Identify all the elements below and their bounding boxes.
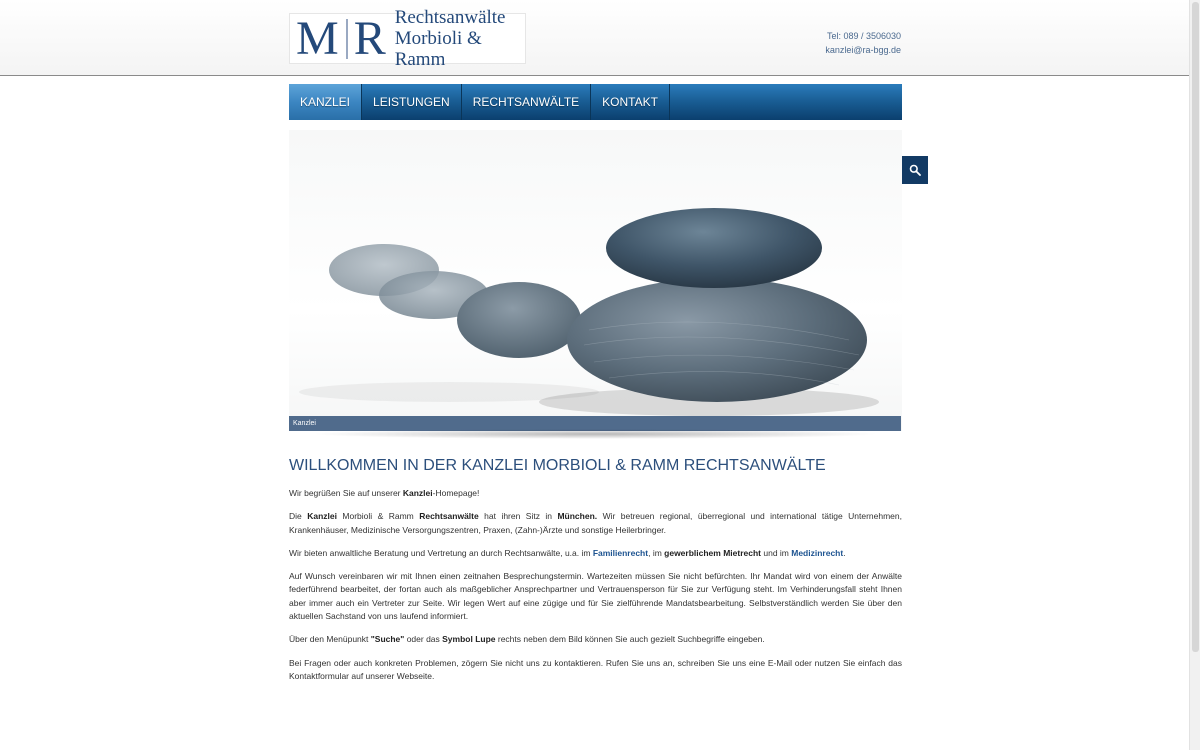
text: Über den Menüpunkt: [289, 634, 371, 645]
paragraph-appointment: Auf Wunsch vereinbaren wir mit Ihnen einen zeitnahen Besprechungstermin. Wartezeiten müssen Sie nicht befürchten. Ihr Mandat wird von einem der Anwälte federführend bearbeitet, der fortan auch als maßgeblicher Ansprechpartner und Vertrauensperson für Sie zur Verfügung steht. Im Verhinderungsfall steht Ihnen aber immer auch ein Vertreter zur Seite. Wir legen Wert auf eine zügige und für Sie zielführende Mandatsbearbeitung. Selbstverständlich werden Sie über den aktuellen Sachstand von uns laufend informiert.: [289, 571, 902, 622]
bold-text: "Suche": [370, 634, 405, 645]
text: , im: [648, 547, 665, 558]
main-content: [289, 456, 902, 693]
nav-item-kanzlei[interactable]: KANZLEI: [289, 84, 362, 120]
scrollbar-thumb[interactable]: [1192, 2, 1199, 652]
nav-item-kontakt[interactable]: KONTAKT: [591, 84, 670, 120]
paragraph-intro: [289, 510, 902, 537]
page-scrollbar[interactable]: [1189, 0, 1200, 750]
bold-text: München.: [557, 511, 598, 522]
paragraph-search-hint: [289, 633, 902, 646]
text: rechts neben dem Bild können Sie auch gezielt Suchbegriffe eingeben.: [495, 634, 765, 645]
text: Wir betreuen regional, überregional und international tätige Unternehmen, Krankenhäuser, Medizinische Versorgungszentren, Praxen, (Zahn-)Ärzte und sonstige Heilerbringer.: [289, 511, 903, 535]
text: Morbioli & Ramm: [336, 511, 420, 522]
site-logo[interactable]: [289, 7, 526, 70]
link-familienrecht[interactable]: Familienrecht: [592, 547, 649, 558]
bold-text: gewerblichem Mietrecht: [664, 547, 761, 558]
nav-item-leistungen[interactable]: LEISTUNGEN: [362, 84, 462, 120]
text: Wir begrüßen Sie auf unserer: [289, 488, 403, 498]
phone-number: Tel: 089 / 3506030: [826, 31, 901, 41]
site-header: [0, 0, 1190, 76]
text: hat ihren Sitz in: [478, 511, 558, 522]
paragraph-contact: Bei Fragen oder auch konkreten Problemen, zögern Sie nicht uns zu kontaktieren. Rufen Sie uns an, schreiben Sie uns eine E-Mail oder nutzen Sie einfach das Kontaktformular auf unserer Webseite.: [289, 657, 902, 681]
logo-line-1: Rechtsanwälte: [394, 7, 506, 28]
text: Die: [289, 511, 308, 522]
logo-mark-r: R: [353, 11, 387, 65]
main-navigation: [289, 84, 902, 120]
logo-mark-m: M: [296, 11, 340, 65]
email-link[interactable]: kanzlei@ra-bgg.de: [825, 45, 901, 55]
text: -Homepage!: [432, 488, 480, 498]
text: oder das: [404, 634, 443, 645]
logo-line-2: Morbioli & Ramm: [394, 28, 482, 70]
link-medizinrecht[interactable]: Medizinrecht: [791, 547, 844, 558]
hero-image: [289, 130, 902, 431]
logo-divider: [346, 19, 348, 59]
bold-text: Kanzlei: [307, 511, 337, 522]
hero-shadow: [310, 429, 880, 439]
text: Wir bieten anwaltliche Beratung und Vertretung an durch Rechtsanwälte, u.a. im: [289, 547, 593, 558]
bold-text: Kanzlei: [402, 488, 433, 498]
bold-text: Symbol Lupe: [442, 634, 496, 645]
search-icon: [909, 164, 921, 176]
logo-monogram: [290, 11, 387, 65]
stones-illustration: [289, 130, 902, 431]
header-contact: [825, 29, 901, 57]
text: .: [843, 547, 846, 558]
nav-item-rechtsanwaelte[interactable]: RECHTSANWÄLTE: [462, 84, 591, 120]
paragraph-welcome: [289, 487, 902, 500]
text: und im: [761, 547, 792, 558]
logo-text: [395, 7, 525, 70]
paragraph-services: [289, 547, 902, 560]
page-title: WILLKOMMEN IN DER KANZLEI MORBIOLI & RAMM RECHTSANWÄLTE: [289, 457, 826, 474]
bold-text: Rechtsanwälte: [419, 511, 479, 522]
search-button[interactable]: [902, 156, 928, 184]
hero-caption: Kanzlei: [289, 416, 901, 431]
